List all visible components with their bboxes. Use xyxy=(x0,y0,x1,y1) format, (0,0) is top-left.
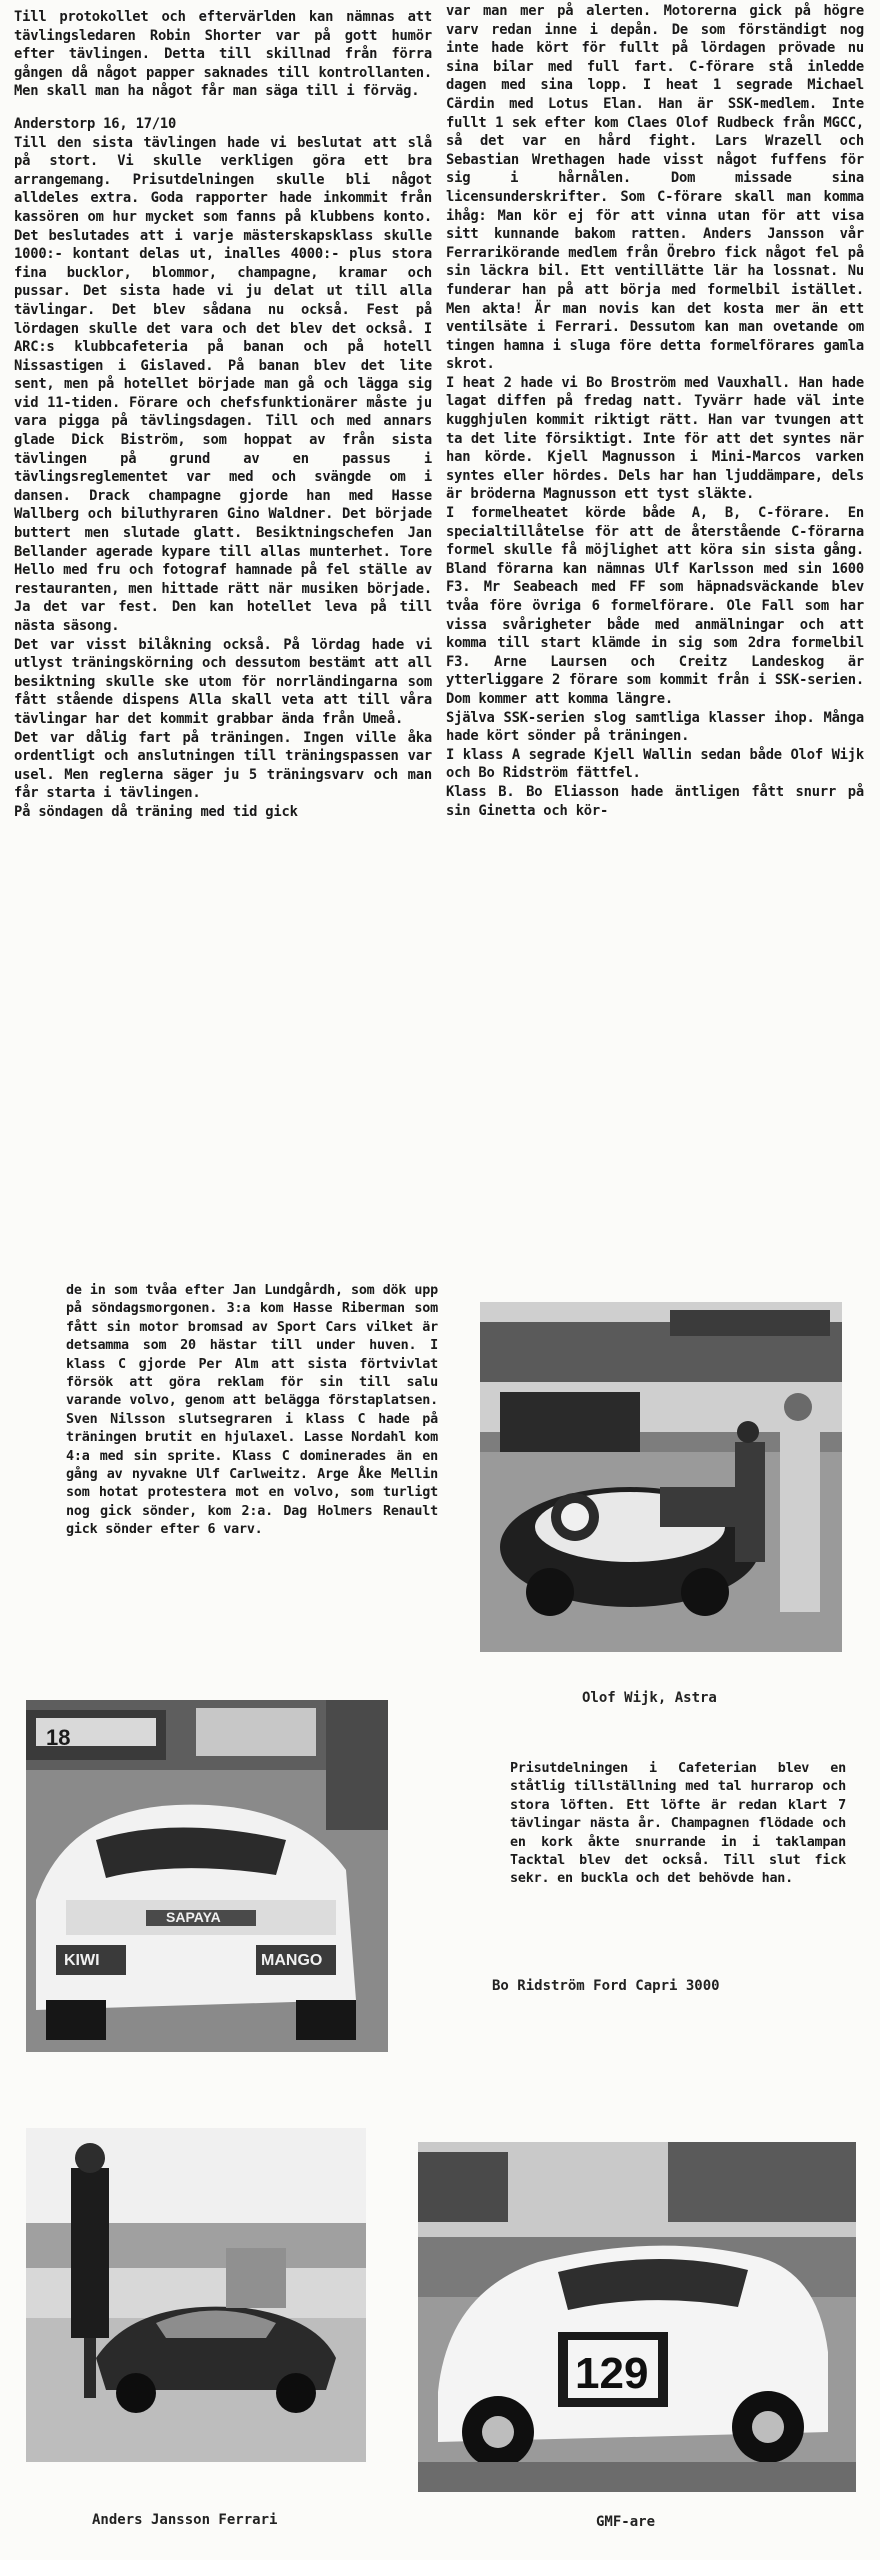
caption-capri: Bo Ridström Ford Capri 3000 xyxy=(492,1978,720,1994)
caption-ferrari: Anders Jansson Ferrari xyxy=(92,2512,278,2528)
sponsor-label-top: SAPAYA xyxy=(166,1909,221,1925)
race-number: 129 xyxy=(575,2349,649,2398)
sponsor-label-left: KIWI xyxy=(64,1952,100,1969)
caption-astra: Olof Wijk, Astra xyxy=(582,1690,717,1706)
prize-paragraph: Prisutdelningen i Cafeterian blev en ståtlig tillställning med tal hurrarop och stora löften. Ett löfte är redan klart 7 tävlingar nästa år. Champagnen flödade och en kork åkte snurrande in i taklampan Tacktal blev det också. Till slut fick sekr. en buckla och det behövde han. xyxy=(510,1761,846,1887)
article-paragraph: de in som tvåa efter Jan Lundgårdh, som dök upp på söndagsmorgonen. 3:a kom Hasse Riberman som fått sin motor bromsad av Sport Cars vilket är detsamma som 20 hästar till under huven. I klass C gjorde Per Alm att sista förtvivlat försök att göra reklam för sin till salu varande volvo, genom att belägga förstaplatsen. Sven Nilsson slutsegraren i klass C hade på träningen brutit en hjulaxel. Lasse Nordahl kom 4:a med sin sprite. Klass C dominerades än en gång av nyvakne Ulf Carlweitz. Arge Åke Mellin som hotat protestera mot en volvo, som turligt nog gick sönder, kom 2:a. Dag Holmers Renault gick sönder efter 6 varv. xyxy=(66,1283,438,1538)
article-paragraph: Klass B. Bo Eliasson hade äntligen fått snurr på sin Ginetta och kör- xyxy=(446,783,864,819)
gmf-race-car-photo xyxy=(418,2142,856,2492)
caption-gmf: GMF-are xyxy=(596,2514,656,2530)
ferrari-car-photo xyxy=(26,2128,366,2462)
capri-race-number: 18 xyxy=(46,1725,71,1750)
article-paragraph: På söndagen då träning med tid gick xyxy=(14,803,298,820)
article-paragraph: Själva SSK-serien slog samtliga klasser ihop. Många hade kört sönder på träningen. xyxy=(446,709,864,745)
photo-ferrari xyxy=(26,2128,366,2462)
section-heading-anderstorp: Anderstorp 16, 17/10 xyxy=(14,115,177,132)
left-column xyxy=(14,0,432,822)
article-paragraph: I formelheatet körde både A, B, C-förare. En specialtillåtelse för att de återstående C-förarna formel skulle få möjlighet att köra sin sista gång. Bland förarna kan nämnas Ulf Karlsson med sin 1600 F3. Mr Seabeach med FF som häpnadsväckande blev tvåa före övriga 6 formelförare. Ole Fall som har vissa svårigheter både med anmälningar och att komma till start klämde in sig som 2dra formelbil F3. Arne Laursen och Creitz Landeskog är ytterliggare 2 förare som kommit från i SSK-serien. Dom kommer att komma längre. xyxy=(446,505,864,707)
intro-paragraph: Till protokollet och eftervärlden kan nämnas att tävlingsledaren Robin Shorter var på gott humör efter tävlingen. Detta till skillnad från förra gången då något papper saknades till kontrollanten. Men skall man ha något får man säga till i förväg. xyxy=(14,9,432,100)
article-paragraph: var man mer på alerten. Motorerna gick på högre varv redan inne i depån. De som förständigt nog inte hade kört för fullt på lördagen prövade nu sina bilar med full fart. C-förare stå inledde dagen med sina lopp. I heat 1 segrade Michael Cärdin med Lotus Elan. Han är SSK-medlem. Inte fullt 1 sek efter kom Claes Olof Rudbeck från MGCC, så det var en hård fight. Lars Wrazell och Sebastian Wrethagen hade visst något fuffens för sig i hårnålen. Dom missade sina licensunderskrifter. Som C-förare skall man komma ihåg: Man kör ej för att vinna utan för att visa sitt kunnande bakom ratten. Anders Jansson vår Ferrarikörande medlem från Örebro fick något fel på sin läckra bil. Ett ventillätte lär ha lossnat. Nu funderar han på att börja med formelbil istället. Men akta! Är man novis kan det kosta mer än ett ventilsäte i Ferrari. Dessutom kan man ovetande om tingen hamna i sluga före detta formelförares gamla skrot. xyxy=(446,3,864,373)
sponsor-label-right: MANGO xyxy=(261,1952,323,1969)
photo-astra xyxy=(480,1302,842,1652)
article-paragraph: Det var visst bilåkning också. På lördag hade vi utlyst träningskörning och dessutom bestämt att all besiktning skulle ske utom för norrländingarna som fått stående dispens Alla skall veta att till våra tävlingar har det kommit grabbar ända från Umeå. xyxy=(14,636,432,727)
article-paragraph: Till den sista tävlingen hade vi beslutat att slå på stort. Vi skulle verkligen göra ett bra arrangemang. Prisutdelningen skulle bli något alldeles extra. Goda rapporter hade inkommit från kassören om hur mycket som fanns på klubbens konto. Det beslutades att i varje mästerskapsklass skulle 1000:- kontant delas ut, inalles 4000:- plus stora fina bucklor, blommor, champagne, kramar och pussar. Det sista hade vi ju delat ut till alla tävlingar. Det blev sådana nu också. Fest på lördagen skulle det vara och det blev det också. I ARC:s klubbcafeteria på banan och på hotell Nissastigen i Gislaved. På banan blev det lite sent, men på hotellet började man gå och lägga sig vid 11-tiden. Förare och chefsfunktionärer måste ju vara pigga på tävlingsdagen. Till och med annars glade Dick Biström, som hoppat av från sista tävlingen på grund av en passus i tävlingsreglementet var med och svängde om i dansen. Drack champagne gjorde han med Hasse Wallberg och biluthyraren Gino Waldner. Det började buttert men slutade glatt. Besiktningschefen Jan Bellander agerade kypare till allas munterhet. Tore Hello med fru och fotograf hamnade på fel ställe av restauranten, men hittade rätt när musiken började. Ja det var fest. Den kan hotellet leva på till nästa säsong. xyxy=(14,134,432,634)
prize-text-block xyxy=(510,1760,846,1889)
article-paragraph: I heat 2 hade vi Bo Broström med Vauxhall. Han hade lagat diffen på fredag natt. Tyvärr hade väl inte kugghjulen kommit riktigt rätt. Han var tvungen att ta det lite försiktigt. Inte för att det syntes när han körde. Kjell Magnusson i Mini-Marcos varken syntes eller hördes. Dels har han ljuddämpare, dels är bröderna Magnusson ett tyst släkte. xyxy=(446,374,864,503)
continuation-text-block xyxy=(66,1282,438,1540)
photo-capri xyxy=(26,1700,388,2052)
capri-race-car-photo xyxy=(26,1700,388,2052)
astra-race-car-photo xyxy=(480,1302,842,1652)
photo-gmf xyxy=(418,2142,856,2492)
article-paragraph: Det var dålig fart på träningen. Ingen ville åka ordentligt och anslutningen till träningspassen var usel. Men reglerna säger ju 5 träningsvarv och man får starta i tävlingen. xyxy=(14,729,432,802)
right-column xyxy=(446,0,864,820)
article-paragraph: I klass A segrade Kjell Wallin sedan både Olof Wijk och Bo Ridström fättfel. xyxy=(446,746,864,782)
